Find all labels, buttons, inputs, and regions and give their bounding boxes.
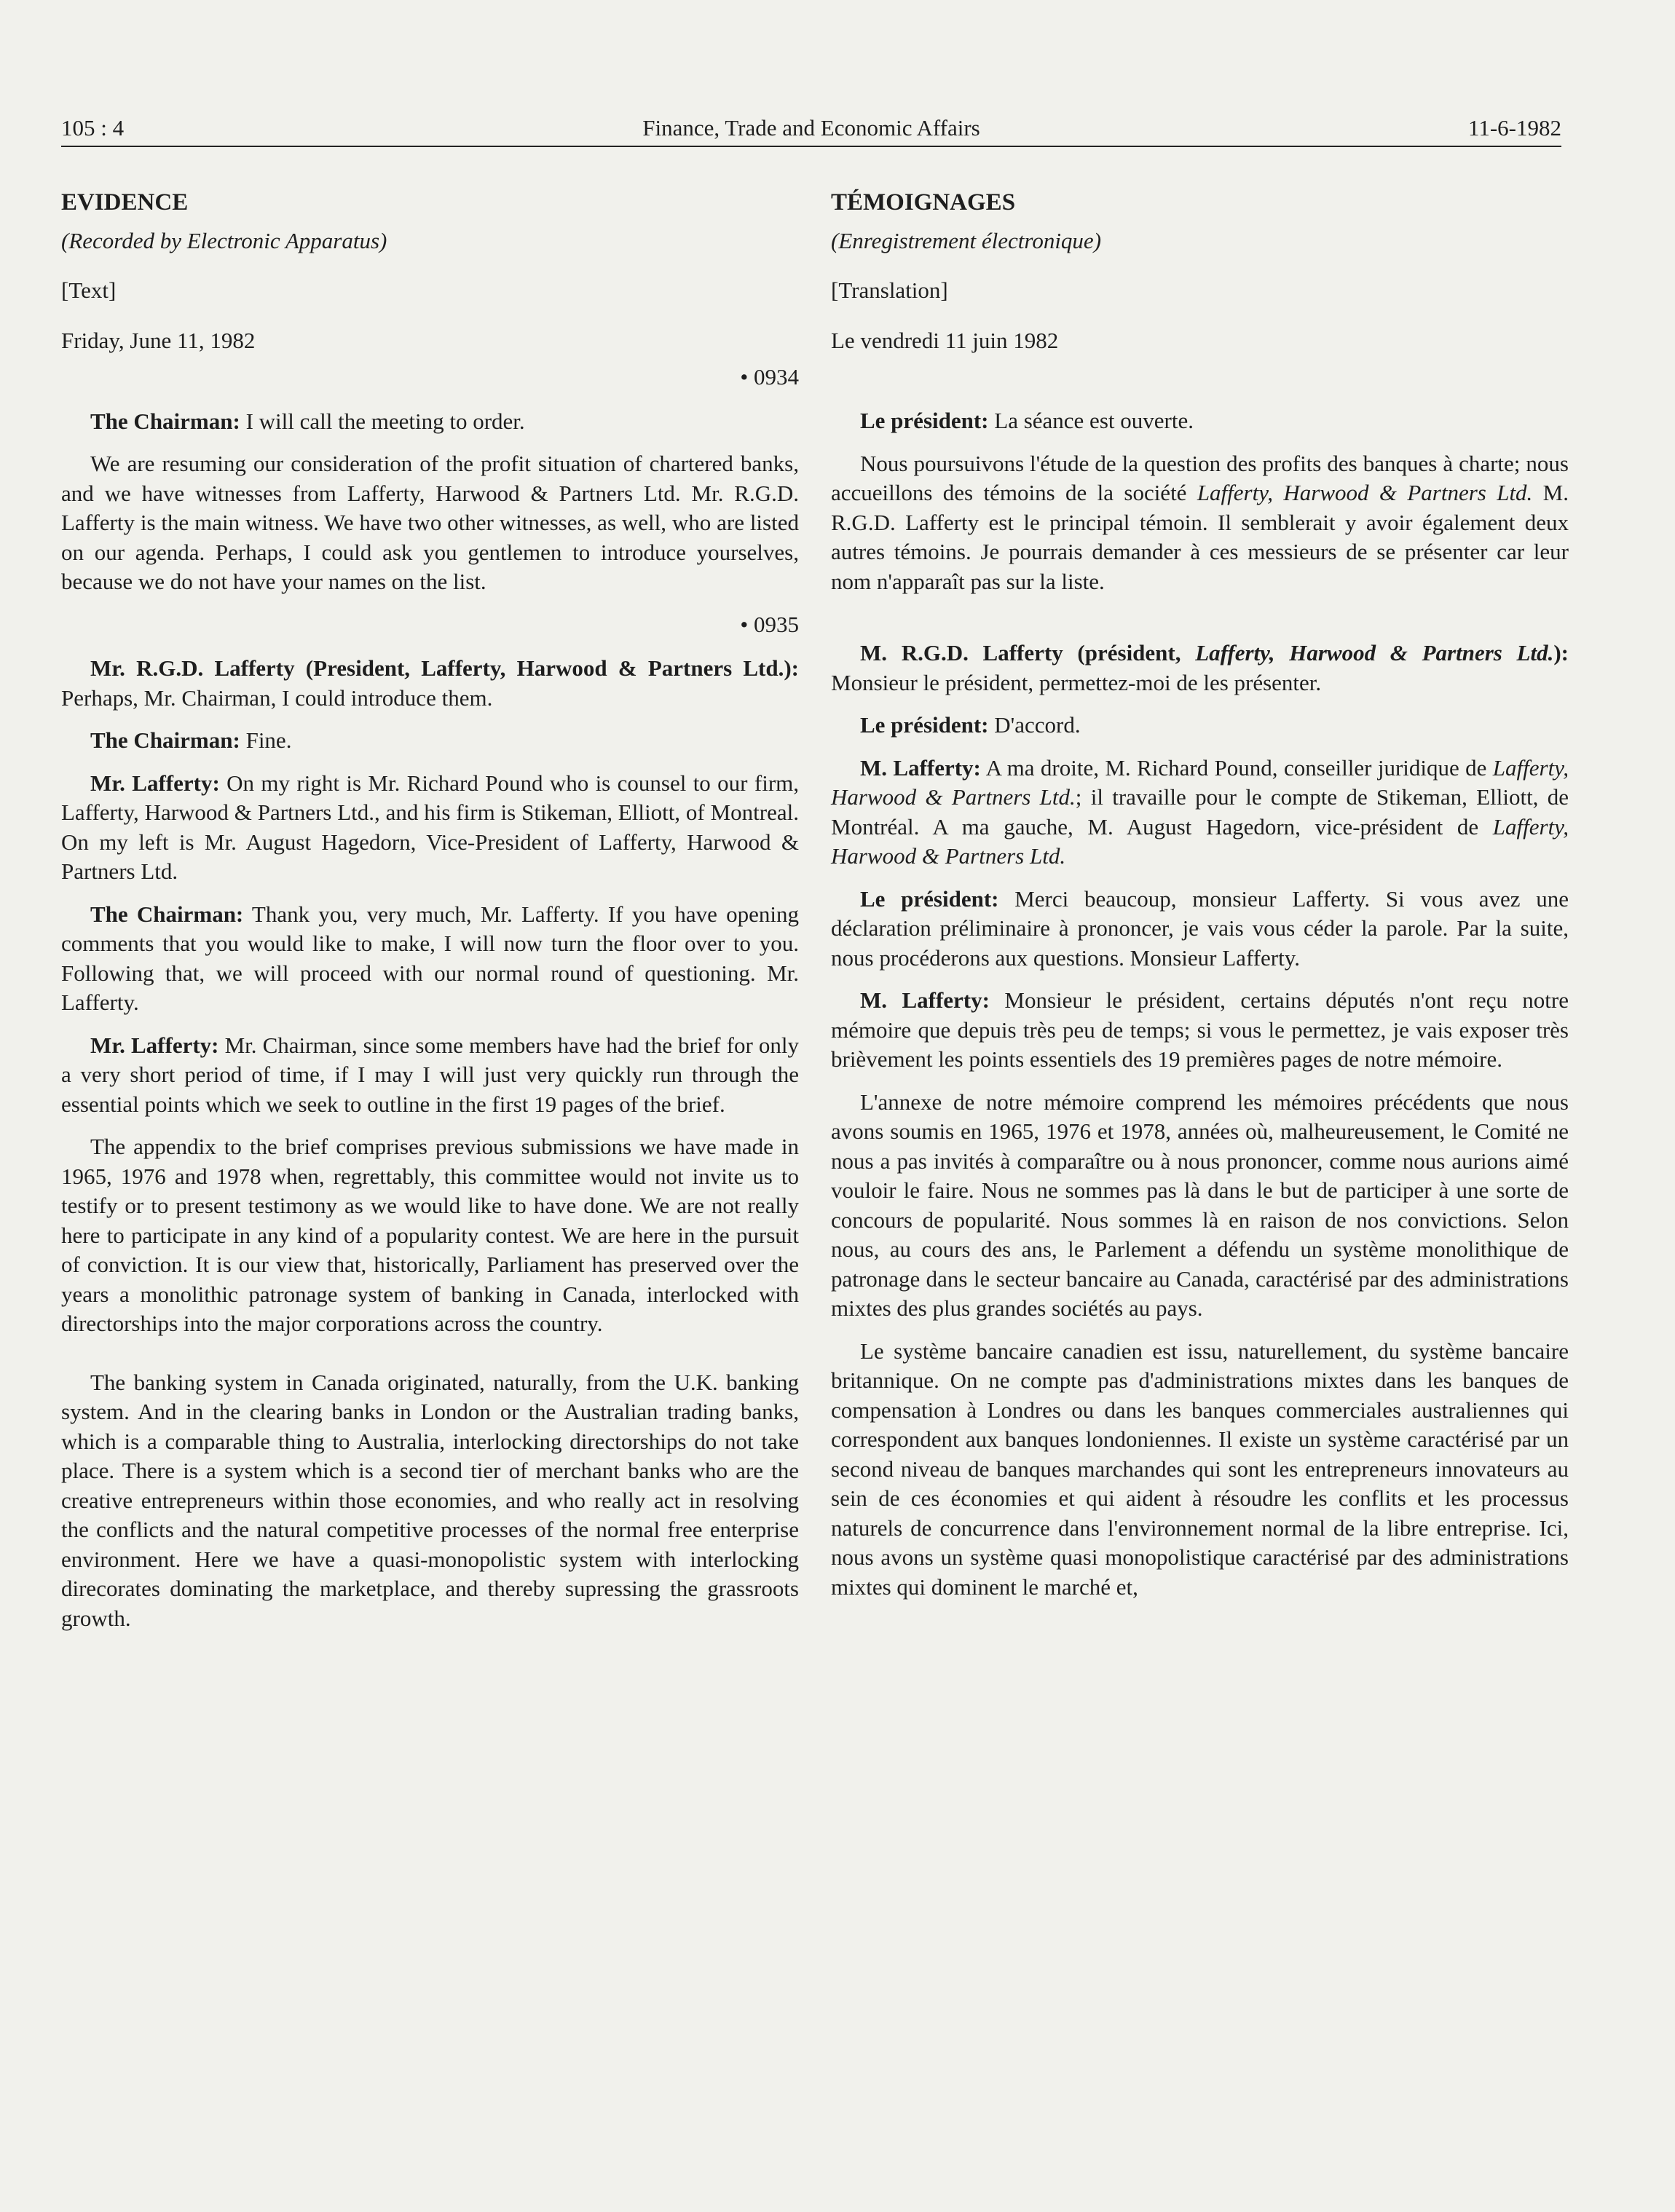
paragraph bbox=[831, 986, 1569, 1075]
speaker-name: Le président: bbox=[860, 408, 989, 433]
evidence-heading: EVIDENCE bbox=[61, 189, 189, 216]
running-title: Finance, Trade and Economic Affairs bbox=[642, 115, 980, 141]
sitting-date: Le vendredi 11 juin 1982 bbox=[831, 327, 1059, 353]
paragraph bbox=[831, 639, 1569, 698]
speaker-name: The Chairman: bbox=[90, 408, 240, 434]
speech-text: Merci beaucoup, monsieur Lafferty. Si vous avez une déclaration préliminaire à prononcer, je vais vous céder la parole. Par la suite, nous procéderons aux questions. Monsieur Lafferty. bbox=[831, 885, 1569, 971]
speech-text: On my right is Mr. Richard Pound who is counsel to our firm, Lafferty, Harwood & Partners Ltd., and his firm is Stikeman, Elliott, of Montreal. On my left is Mr. August Hagedorn, Vice-President of Lafferty, Harwood & Partners Ltd. bbox=[61, 770, 799, 884]
speaker-name: The Chairman: bbox=[90, 727, 240, 753]
paragraph: L'annexe de notre mémoire comprend les mémoires précédents que nous avons soumis en 1965, 1976 et 1978, années où, malheureusement, le Comité ne nous a pas invités à comparaître ou à nous prononcer, comme nous aurions aimé vouloir le faire. Nous ne sommes pas là dans le but de participer à une sorte de concours de popularité. Nous sommes là en raison de nos convictions. Selon nous, au cours des ans, le Parlement a défendu un système monolithique de patronage dans le secteur bancaire au Canada, caractérisé par des administrations mixtes des plus grandes sociétés au pays. bbox=[831, 1089, 1569, 1321]
document-page bbox=[61, 95, 1569, 2184]
speaker-name: M. Lafferty: bbox=[860, 754, 981, 781]
firm-name: Lafferty, Harwood & Partners Ltd. bbox=[1197, 480, 1533, 505]
paragraph bbox=[831, 885, 1569, 973]
english-column bbox=[61, 188, 799, 1646]
speaker-name: ): bbox=[1553, 640, 1569, 665]
paragraph bbox=[831, 406, 1569, 436]
french-column bbox=[831, 188, 1569, 1615]
speaker-name: The Chairman: bbox=[90, 901, 244, 927]
firm-name: Lafferty, Harwood & Partners Ltd. bbox=[1195, 640, 1554, 665]
speech-text: Fine. bbox=[240, 727, 292, 753]
paragraph bbox=[831, 711, 1569, 740]
speaker-name: Mr. Lafferty: bbox=[90, 1032, 219, 1058]
temoignages-heading: TÉMOIGNAGES bbox=[831, 189, 1016, 216]
translation-tag: [Translation] bbox=[831, 277, 948, 303]
recorded-note: (Recorded by Electronic Apparatus) bbox=[61, 227, 387, 253]
paragraph: We are resuming our consideration of the profit situation of chartered banks, and we have witnesses from Lafferty, Harwood & Partners Ltd. Mr. R.G.D. Lafferty is the main witness. We have two other witnesses, as well, who are listed on our agenda. Perhaps, I could ask you gentlemen to introduce yourselves, because we do not have your names on the list. bbox=[61, 451, 799, 594]
speech-text: M. R.G.D. Lafferty est le principal témoin. Il semblerait y avoir également deux autres témoins. Je pourrais demander à ces messieurs de se présenter car leur nom n'apparaît pas sur la liste. bbox=[831, 480, 1569, 594]
header-date: 11-6-1982 bbox=[1468, 115, 1561, 141]
sitting-date: Friday, June 11, 1982 bbox=[61, 327, 256, 353]
speech-text: Monsieur le président, permettez-moi de les présenter. bbox=[831, 669, 1322, 695]
time-stamp-0934: • 0934 bbox=[740, 364, 799, 390]
page-number: 105 : 4 bbox=[61, 115, 125, 141]
recorded-note: (Enregistrement électronique) bbox=[831, 227, 1102, 253]
speech-text: D'accord. bbox=[988, 712, 1081, 738]
speech-text: A ma droite, M. Richard Pound, conseiller juridique de bbox=[980, 754, 1493, 781]
paragraph bbox=[831, 754, 1569, 872]
speech-text: I will call the meeting to order. bbox=[240, 408, 525, 434]
speaker-name: Mr. Lafferty: bbox=[90, 770, 220, 796]
paragraph bbox=[61, 726, 799, 756]
paragraph bbox=[61, 900, 799, 1018]
paragraph: Le système bancaire canadien est issu, naturellement, du système bancaire britannique. On ne compte pas d'administrations mixtes dans les banques de compensation à Londres ou dans les banques commerciales australiennes qui correspondent aux banques londoniennes. Il existe un système caractérisé par un second niveau de banques marchandes qui sont les entrepreneurs innovateurs au sein de ces économies et qui aident à résoudre les conflits et les processus naturels de concurrence dans l'environnement normal de la libre entreprise. Ici, nous avons un système quasi monopolistique caractérisé par des administrations mixtes qui dominent le marché et, bbox=[831, 1338, 1569, 1600]
paragraph bbox=[61, 769, 799, 887]
speaker-name: M. Lafferty: bbox=[860, 987, 990, 1013]
page-header bbox=[61, 95, 1561, 147]
speech-text: ; il travaille pour le compte de Stikeman, Elliott, de Montréal. A ma gauche, M. August Hagedorn, vice-président de bbox=[831, 784, 1569, 840]
paragraph: The banking system in Canada originated, naturally, from the U.K. banking system. And in the clearing banks in London or the Australian trading banks, which is a comparable thing to Australia, interlocking directorships do not take place. There is a system which is a second tier of merchant banks who are the creative entrepreneurs within those economies, and who really act in resolving the conflicts and the natural competitive processes of the normal free enterprise environment. Here we have a quasi-monopolistic system with interlocking direcorates dominating the marketplace, and thereby supressing the grassroots growth. bbox=[61, 1369, 799, 1631]
paragraph bbox=[61, 407, 799, 437]
speech-text: Monsieur le président, certains députés n'ont reçu notre mémoire que depuis très peu de temps; si vous le permettez, je vais exposer très brièvement les points essentiels des 19 premières pages de notre mémoire. bbox=[831, 987, 1569, 1072]
paragraph bbox=[831, 449, 1569, 597]
firm-name: Lafferty, Harwood & Partners Ltd. bbox=[831, 754, 1569, 810]
paragraph: The appendix to the brief comprises previous submissions we have made in 1965, 1976 and 1978 when, regrettably, this committee would not invite us to testify or to present testimony as we would like to have done. We are not really here to participate in any kind of a popularity contest. We are here in the pursuit of conviction. It is our view that, historically, Parliament has preserved over the years a monolithic patronage system of banking in Canada, interlocked with directorships into the major corporations across the country. bbox=[61, 1134, 799, 1336]
speaker-name: Le président: bbox=[860, 885, 999, 912]
paragraph bbox=[61, 1031, 799, 1120]
speaker-name: Mr. R.G.D. Lafferty (President, Lafferty, Harwood & Partners Ltd.): bbox=[90, 655, 799, 681]
speaker-name: M. R.G.D. Lafferty (président, bbox=[860, 640, 1196, 665]
time-stamp-0935: • 0935 bbox=[740, 611, 799, 637]
speech-text: La séance est ouverte. bbox=[988, 408, 1194, 433]
speaker-name: Le président: bbox=[860, 712, 989, 738]
speech-text: Mr. Chairman, since some members have had the brief for only a very short period of time, if I may I will just very quickly run through the essential points which we seek to outline in the first 19 pages of the brief. bbox=[61, 1032, 799, 1117]
speech-text: Thank you, very much, Mr. Lafferty. If you have opening comments that you would like to make, I will now turn the floor over to you. Following that, we will proceed with our normal round of questioning. Mr. Lafferty. bbox=[61, 901, 799, 1015]
firm-name: Lafferty, Harwood & Partners Ltd. bbox=[831, 813, 1569, 869]
speech-text: Perhaps, Mr. Chairman, I could introduce them. bbox=[61, 684, 493, 711]
text-tag: [Text] bbox=[61, 277, 117, 303]
paragraph bbox=[61, 654, 799, 713]
speech-text: Nous poursuivons l'étude de la question des profits des banques à charte; nous accueillons des témoins de la société bbox=[831, 450, 1569, 505]
